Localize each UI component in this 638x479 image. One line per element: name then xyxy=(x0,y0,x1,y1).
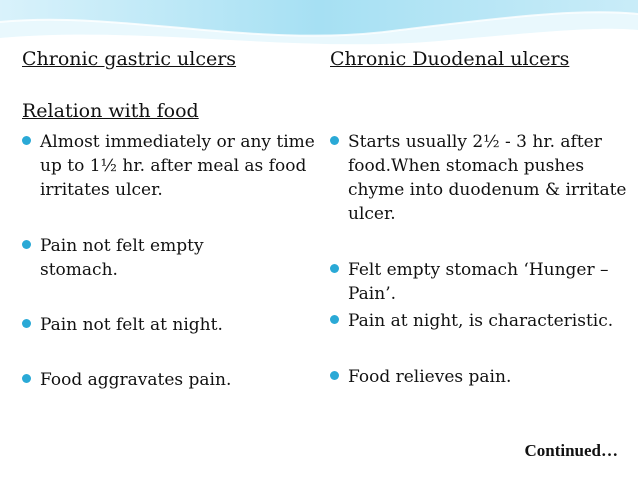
right-column xyxy=(330,46,630,72)
circle-bullet-icon xyxy=(22,136,31,145)
left-bullet-4 xyxy=(22,368,315,392)
circle-bullet-icon xyxy=(330,315,339,324)
left-bullet-4-text: Food aggravates pain. xyxy=(40,370,232,390)
right-bullet-4-text: Food relieves pain. xyxy=(348,367,512,387)
circle-bullet-icon xyxy=(22,240,31,249)
relation-subheading: Relation with food xyxy=(22,100,199,122)
right-bullet-1 xyxy=(330,130,638,226)
right-bullet-3-text: Pain at night, is characteristic. xyxy=(348,311,614,331)
right-bullet-4 xyxy=(330,365,638,389)
left-bullet-2-text: Pain not felt empty stomach. xyxy=(40,236,204,280)
right-bullet-3 xyxy=(330,309,638,333)
circle-bullet-icon xyxy=(22,374,31,383)
right-bullet-2 xyxy=(330,258,638,306)
left-bullet-3 xyxy=(22,313,315,337)
left-bullet-1-text: Almost immediately or any time up to 1½ hr. after meal as food irritates ulcer. xyxy=(40,132,315,200)
circle-bullet-icon xyxy=(330,136,339,145)
right-heading: Chronic Duodenal ulcers xyxy=(330,48,570,70)
circle-bullet-icon xyxy=(330,264,339,273)
left-bullet-2 xyxy=(22,234,270,282)
left-bullet-3-text: Pain not felt at night. xyxy=(40,315,223,335)
left-column xyxy=(22,46,312,72)
right-bullet-1-text: Starts usually 2½ - 3 hr. after food.When stomach pushes chyme into duodenum & irritate ulcer. xyxy=(348,132,627,224)
circle-bullet-icon xyxy=(330,371,339,380)
continued-label: Continued… xyxy=(524,441,618,460)
right-bullet-2-text: Felt empty stomach ‘Hunger – Pain’. xyxy=(348,260,609,304)
circle-bullet-icon xyxy=(22,319,31,328)
left-heading: Chronic gastric ulcers xyxy=(22,48,237,70)
left-bullet-1 xyxy=(22,130,315,202)
